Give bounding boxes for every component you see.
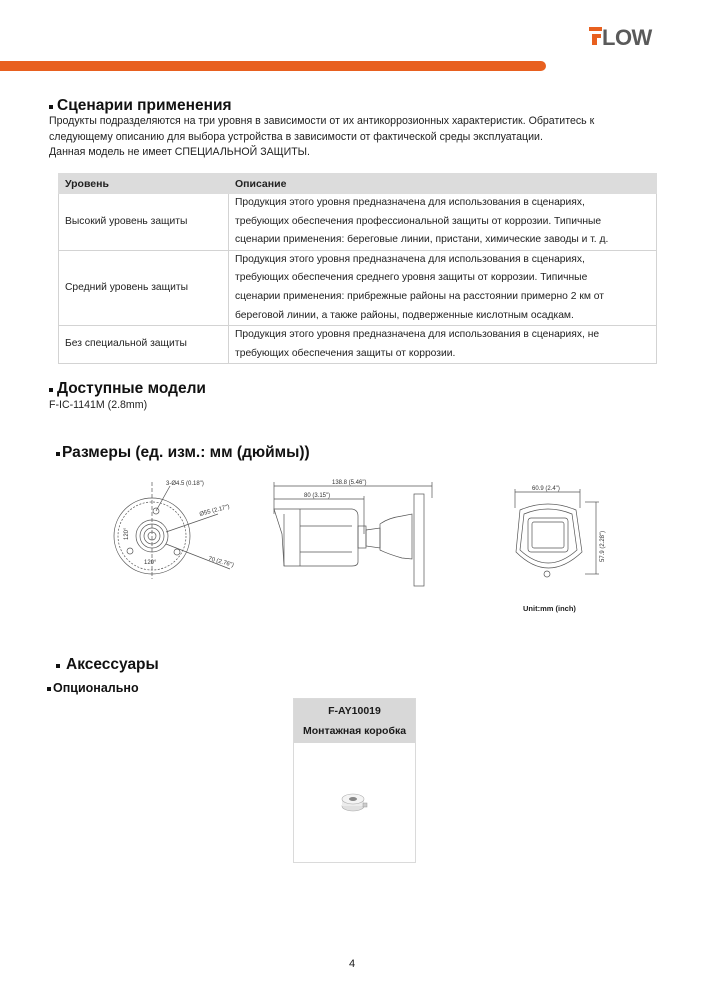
svg-text:120°: 120° (144, 560, 157, 566)
accessory-image (294, 743, 415, 861)
bullet-icon (49, 105, 53, 109)
svg-text:70 (2.76"): 70 (2.76") (207, 556, 235, 569)
flow-logo (589, 24, 673, 48)
accessory-code: F-AY10019 (328, 705, 381, 717)
table-header-row (59, 174, 657, 194)
rear-view-diagram (500, 480, 610, 590)
bullet-icon (56, 452, 60, 456)
svg-text:138.8 (5.46"): 138.8 (5.46") (332, 480, 367, 486)
svg-text:57.9 (2.28"): 57.9 (2.28") (600, 530, 606, 562)
table-row (59, 250, 657, 325)
bullet-icon (49, 388, 53, 392)
protection-levels-table (58, 173, 657, 364)
scenarios-intro: Продукты подразделяются на три уровня в зависимости от их антикоррозионных характеристик. Обратитесь к следующему описанию для выбора устройства в зависимости от фактической среды эксплуатации. Данная модель не имеет СПЕЦИАЛЬНОЙ ЗАЩИТЫ. (49, 115, 595, 158)
section-title-dimensions: Размеры (ед. изм.: мм (дюймы)) (56, 444, 310, 462)
subtitle-optional: Опционально (47, 681, 139, 695)
section-title-models: Доступные модели (49, 380, 206, 398)
accessory-card-header (294, 699, 415, 743)
side-view-diagram (262, 474, 452, 594)
unit-note: Unit:mm (inch) (523, 604, 576, 613)
svg-text:60.9 (2.4"): 60.9 (2.4") (532, 486, 560, 492)
description-cell: Продукция этого уровня предназначена для использования в сценариях, требующих обеспечения профессиональной защиты от коррозии. Типичные сценарии применения: береговые линии, пристани, химические заводы и т. д. (229, 194, 657, 251)
model-item: F-IC-1141M (2.8mm) (49, 399, 148, 411)
bullet-icon (47, 687, 51, 691)
svg-text:3-Ø4.5 (0.18"): 3-Ø4.5 (0.18") (166, 481, 204, 487)
level-cell: Высокий уровень защиты (59, 194, 229, 251)
column-header-description: Описание (229, 174, 657, 194)
section-title-accessories: Аксессуары (56, 656, 159, 674)
svg-text:LOW: LOW (602, 25, 652, 48)
svg-text:Ø55 (2.17"): Ø55 (2.17") (198, 504, 231, 518)
description-cell: Продукция этого уровня предназначена для использования в сценариях, не требующих обеспечения защиты от коррозии. (229, 326, 657, 364)
page-number: 4 (349, 958, 356, 970)
svg-text:80 (3.15"): 80 (3.15") (304, 493, 331, 499)
table-row (59, 194, 657, 251)
level-cell: Средний уровень защиты (59, 250, 229, 325)
accessory-name: Монтажная коробка (302, 725, 407, 737)
level-cell: Без специальной защиты (59, 326, 229, 364)
accessory-card (293, 698, 416, 863)
front-view-diagram (100, 474, 250, 584)
description-cell: Продукция этого уровня предназначена для использования в сценариях, требующих обеспечения среднего уровня защиты от коррозии. Типичные сценарии применения: прибрежные районы на расстоянии примерно 2 км от береговой линии, а также районы, подверженные кислотным осадкам. (229, 250, 657, 325)
table-row (59, 326, 657, 364)
bullet-icon (56, 664, 60, 668)
section-title-scenarios: Сценарии применения (49, 97, 232, 115)
junction-box-icon (340, 792, 370, 814)
svg-text:120°: 120° (124, 527, 130, 540)
header-accent-bar (0, 61, 546, 71)
column-header-level: Уровень (59, 174, 229, 194)
